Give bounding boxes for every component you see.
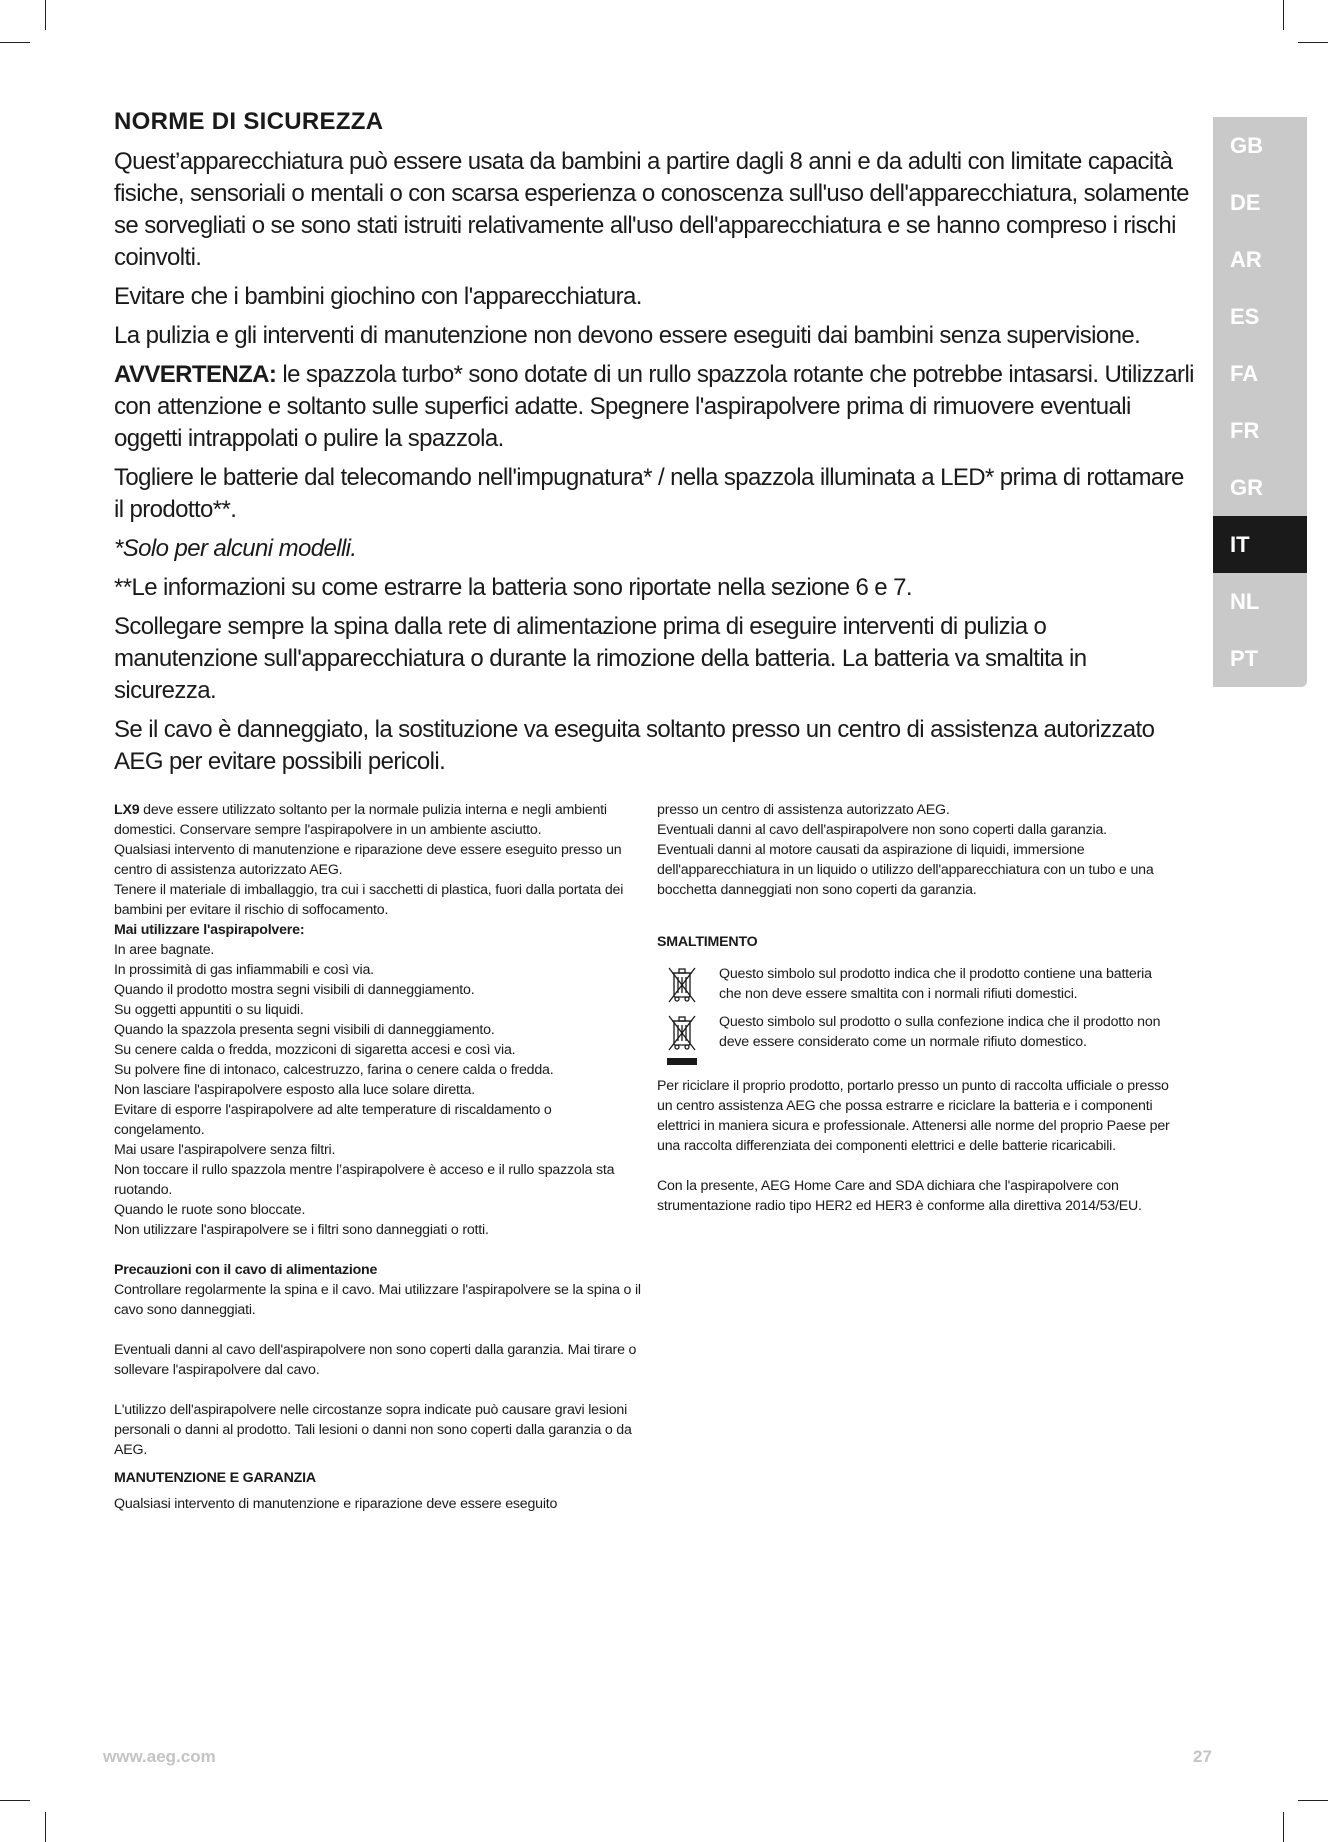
crop-mark (45, 0, 46, 30)
crop-mark (1283, 1812, 1284, 1842)
crop-mark (1283, 0, 1284, 30)
warning-paragraph (114, 359, 1194, 455)
tab-gb[interactable]: GB (1230, 133, 1263, 158)
safety-paragraph: Se il cavo è danneggiato, la sostituzione va eseguita soltanto presso un centro di assistenza autorizzato AEG per evitare possibili pericoli. (114, 716, 1155, 775)
model-name: LX9 (114, 802, 140, 818)
text-line: presso un centro di assistenza autorizzato AEG. (657, 802, 950, 818)
tab-pt[interactable]: PT (1230, 646, 1259, 671)
safety-section (114, 108, 1194, 785)
tab-ar[interactable]: AR (1230, 247, 1262, 272)
disposal-text: Per riciclare il proprio prodotto, portarlo presso un punto di raccolta ufficiale o presso un centro assistenza AEG che possa estrarre e riciclare la batteria e i componenti elettrici in maniera sicura e professionale. Attenersi alle norme del proprio Paese per una raccolta differenziata dei componenti elettrici e delle batterie ricaricabili. (657, 1078, 1170, 1154)
spacer (114, 1320, 644, 1340)
text-line: Eventuali danni al motore causati da aspirazione di liquidi, immersione dell'apparecchiatura in un liquido o utilizzo dell'apparecchiatura con un tubo e una bocchetta danneggiati non sono coperti da garanzia. (657, 842, 1154, 898)
list-item: Non lasciare l'aspirapolvere esposto alla luce solare diretta. (114, 1082, 475, 1098)
crossed-bin-bar-icon (657, 1012, 707, 1068)
text-line: Eventuali danni al cavo dell'aspirapolvere non sono coperti dalla garanzia. Mai tirare o sollevare l'aspirapolvere dal cavo. (114, 1342, 637, 1378)
left-column (114, 800, 644, 1514)
intro-text: deve essere utilizzato soltanto per la normale pulizia interna e negli ambienti domestici. Conservare sempre l'aspirapolvere in un ambiente asciutto. (114, 802, 607, 838)
tab-fr[interactable]: FR (1230, 418, 1260, 443)
text-line: Controllare regolarmente la spina e il cavo. Mai utilizzare l'aspirapolvere se la spina o il cavo sono danneggiati. (114, 1282, 641, 1318)
safety-text (114, 146, 1194, 778)
crop-mark (1298, 1800, 1328, 1801)
spacer (657, 952, 1177, 964)
spacer (114, 1460, 644, 1468)
tab-nl[interactable]: NL (1230, 589, 1260, 614)
tab-es[interactable]: ES (1230, 304, 1260, 329)
safety-paragraph: Togliere le batterie dal telecomando nell'impugnatura* / nella spazzola illuminata a LED* prima di rottamare il prodotto**. (114, 464, 1184, 523)
text-line: Eventuali danni al cavo dell'aspirapolvere non sono coperti dalla garanzia. (657, 822, 1107, 838)
right-column (657, 800, 1177, 1216)
crop-mark (1298, 42, 1328, 43)
spacer (657, 900, 1177, 932)
disposal-text: Questo simbolo sul prodotto indica che il prodotto contiene una batteria che non deve essere smaltita con i normali rifiuti domestici. (719, 966, 1152, 1002)
list-item: Su polvere fine di intonaco, calcestruzzo, farina o cenere calda o fredda. (114, 1062, 554, 1078)
declaration-text: Con la presente, AEG Home Care and SDA dichiara che l'aspirapolvere con strumentazione radio tipo HER2 ed HER3 è conforme alla direttiva 2014/53/EU. (657, 1178, 1142, 1214)
list-item: Non toccare il rullo spazzola mentre l’aspirapolvere è acceso e il rullo spazzola sta ruotando. (114, 1162, 615, 1198)
list-item: Non utilizzare l'aspirapolvere se i filtri sono danneggiati o rotti. (114, 1222, 489, 1238)
tab-it[interactable]: IT (1213, 516, 1307, 573)
list-item: Su cenere calda o fredda, mozziconi di sigaretta accesi e così via. (114, 1042, 516, 1058)
safety-paragraph: Scollegare sempre la spina dalla rete di alimentazione prima di eseguire interventi di pulizia o manutenzione sull'apparecchiatura o durante la rimozione della batteria. La batteria va smaltita in sicurezza. (114, 613, 1087, 704)
disposal-item (657, 1012, 1177, 1068)
spacer (114, 1240, 644, 1260)
warning-text: le spazzola turbo* sono dotate di un rullo spazzola rotante che potrebbe intasarsi. Utilizzarli con attenzione e soltanto sulle superfici adatte. Spegnere l'aspirapolvere prima di rimuovere eventuali oggetti intrappolati o pulire la spazzola. (114, 361, 1194, 452)
page-number: 27 (1193, 1747, 1212, 1766)
tab-de[interactable]: DE (1230, 190, 1261, 215)
website-link[interactable]: www.aeg.com (103, 1747, 216, 1766)
list-item: Su oggetti appuntiti o su liquidi. (114, 1002, 304, 1018)
spacer (114, 1380, 644, 1400)
cable-title: Precauzioni con il cavo di alimentazione (114, 1262, 378, 1278)
list-item: Quando il prodotto mostra segni visibili di danneggiamento. (114, 982, 475, 998)
safety-paragraph: Evitare che i bambini giochino con l'apparecchiatura. (114, 283, 642, 310)
list-item: Evitare di esporre l'aspirapolvere ad alte temperature di riscaldamento o congelamento. (114, 1102, 552, 1138)
tab-gr[interactable]: GR (1230, 475, 1263, 500)
never-use-title: Mai utilizzare l'aspirapolvere: (114, 922, 305, 938)
warning-label: AVVERTENZA: (114, 361, 277, 388)
disposal-item (657, 964, 1177, 1004)
crop-mark (45, 1812, 46, 1842)
disposal-text: Questo simbolo sul prodotto o sulla confezione indica che il prodotto non deve essere considerato come un normale rifiuto domestico. (719, 1014, 1161, 1050)
crossed-bin-icon (657, 964, 707, 1004)
safety-paragraph: La pulizia e gli interventi di manutenzione non devono essere eseguiti dai bambini senza supervisione. (114, 322, 1141, 349)
disposal-title: SMALTIMENTO (657, 934, 758, 950)
spacer (657, 1156, 1177, 1176)
footnote-models: *Solo per alcuni modelli. (114, 535, 357, 562)
list-item: Quando la spazzola presenta segni visibili di danneggiamento. (114, 1022, 495, 1038)
list-item: In aree bagnate. (114, 942, 215, 958)
safety-paragraph: Quest’apparecchiatura può essere usata da bambini a partire dagli 8 anni e da adulti con limitate capacità fisiche, sensoriali o mentali o con scarsa esperienza o conoscenza sull'uso dell'apparecchiatura, solamente se sorvegliati o se sono stati istruiti relativamente all'uso dell'apparecchiatura e se hanno compreso i rischi coinvolti. (114, 148, 1189, 271)
footnote-battery: **Le informazioni su come estrarre la batteria sono riportate nella sezione 6 e 7. (114, 574, 912, 601)
text-line: Qualsiasi intervento di manutenzione e riparazione deve essere eseguito (114, 1496, 558, 1512)
intro-paragraph (114, 800, 644, 840)
tab-fa[interactable]: FA (1230, 361, 1259, 386)
list-item: In prossimità di gas infiammabili e così via. (114, 962, 374, 978)
section-title: NORME DI SICUREZZA (114, 108, 384, 135)
crop-mark (0, 1800, 30, 1801)
list-item: Mai usare l'aspirapolvere senza filtri. (114, 1142, 336, 1158)
crop-mark (0, 42, 30, 43)
text-line: Tenere il materiale di imballaggio, tra cui i sacchetti di plastica, fuori dalla portata dei bambini per evitare il rischio di soffocamento. (114, 882, 624, 918)
text-line: L'utilizzo dell'aspirapolvere nelle circostanze sopra indicate può causare gravi lesioni personali o danni al prodotto. Tali lesioni o danni non sono coperti dalla garanzia o da AEG. (114, 1402, 632, 1458)
language-tabs (1213, 117, 1307, 687)
list-item: Quando le ruote sono bloccate. (114, 1202, 306, 1218)
maintenance-title: MANUTENZIONE E GARANZIA (114, 1470, 316, 1486)
text-line: Qualsiasi intervento di manutenzione e riparazione deve essere eseguito presso un centro di assistenza autorizzato AEG. (114, 842, 622, 878)
